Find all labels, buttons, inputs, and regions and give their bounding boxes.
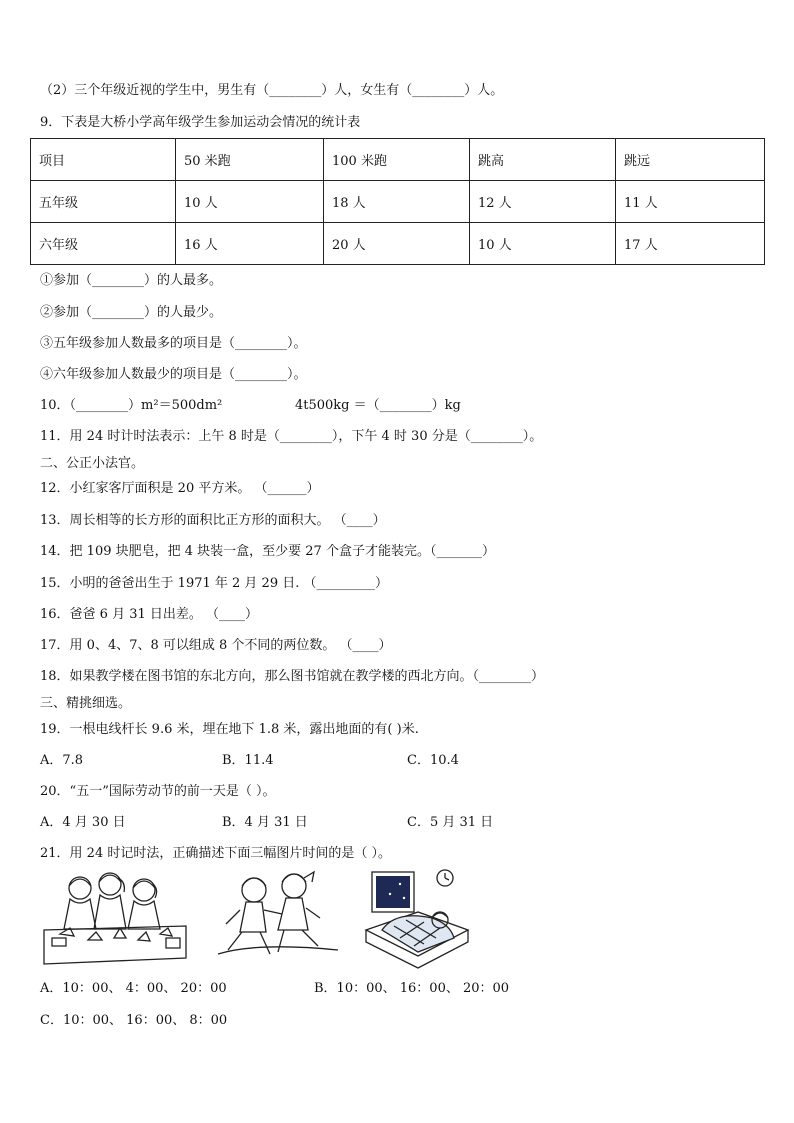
sports-stats-table — [30, 138, 765, 265]
question-8-part-2: （2）三个年级近视的学生中，男生有（________）人，女生有（________）人。 — [40, 83, 504, 98]
question-17: 17．用 0、4、7、8 可以组成 8 个不同的两位数。 （____） — [40, 638, 392, 653]
question-21: 21．用 24 时记时法，正确描述下面三幅图片时间的是（ ）。 — [40, 846, 391, 861]
question-9-3: ③五年级参加人数最多的项目是（________）。 — [40, 336, 307, 351]
table-row — [31, 223, 765, 265]
table-cell: 10 人 — [470, 223, 616, 265]
question-9-4: ④六年级参加人数最少的项目是（________）。 — [40, 367, 307, 382]
table-row — [31, 181, 765, 223]
table-cell: 17 人 — [616, 223, 765, 265]
q21-option-b[interactable]: B．10：00、 16：00、 20：00 — [314, 981, 510, 996]
table-header-cell: 项目 — [31, 139, 176, 181]
question-9-1: ①参加（________）的人最多。 — [40, 273, 223, 288]
table-header-cell: 100 米跑 — [324, 139, 470, 181]
question-13: 13．周长相等的长方形的面积比正方形的面积大。 （____） — [40, 513, 386, 528]
table-cell: 11 人 — [616, 181, 765, 223]
q20-option-b[interactable]: B．4 月 31 日 — [222, 815, 308, 830]
table-cell: 18 人 — [324, 181, 470, 223]
question-9-title: 9．下表是大桥小学高年级学生参加运动会情况的统计表 — [40, 115, 361, 130]
q21-option-c[interactable]: C．10：00、 16：00、 8：00 — [40, 1013, 228, 1028]
table-cell: 五年级 — [31, 181, 176, 223]
question-16: 16．爸爸 6 月 31 日出差。 （____） — [40, 607, 259, 622]
table-cell: 16 人 — [176, 223, 324, 265]
children-running-illustration-icon — [212, 868, 342, 970]
question-10-a: 10．（________）m²＝500dm² — [40, 398, 223, 413]
question-11: 11．用 24 时计时法表示：上午 8 时是（________），下午 4 时 30 分是（________）。 — [40, 429, 543, 444]
q19-option-b[interactable]: B．11.4 — [222, 753, 274, 768]
q19-option-a[interactable]: A．7.8 — [40, 753, 84, 768]
question-14: 14．把 109 块肥皂，把 4 块装一盒，至少要 27 个盒子才能装完。（_______） — [40, 544, 495, 559]
table-header-row — [31, 139, 765, 181]
question-18: 18．如果教学楼在图书馆的东北方向，那么图书馆就在教学楼的西北方向。（________） — [40, 669, 545, 684]
table-cell: 10 人 — [176, 181, 324, 223]
children-at-table-illustration-icon — [40, 868, 190, 970]
question-12: 12．小红家客厅面积是 20 平方米。 （______） — [40, 481, 320, 496]
table-cell: 20 人 — [324, 223, 470, 265]
question-21-pictures — [40, 868, 480, 972]
q21-option-a[interactable]: A．10：00、 4：00、 20：00 — [40, 981, 227, 996]
question-19: 19．一根电线杆长 9.6 米，埋在地下 1.8 米，露出地面的有( )米. — [40, 722, 419, 737]
wall-clock-icon — [435, 868, 455, 888]
q19-option-c[interactable]: C．10.4 — [407, 753, 459, 768]
question-15: 15．小明的爸爸出生于 1971 年 2 月 29 日. （_________） — [40, 576, 388, 591]
question-20: 20．“五一”国际劳动节的前一天是（ ）。 — [40, 784, 276, 799]
q20-option-a[interactable]: A．4 月 30 日 — [40, 815, 126, 830]
question-10-b: 4t500kg ＝（________）kg — [295, 398, 461, 413]
table-cell: 六年级 — [31, 223, 176, 265]
section-3-heading: 三、精挑细选。 — [40, 696, 132, 711]
question-9-2: ②参加（________）的人最少。 — [40, 305, 223, 320]
section-2-heading: 二、公正小法官。 — [40, 456, 145, 471]
table-header-cell: 跳远 — [616, 139, 765, 181]
table-cell: 12 人 — [470, 181, 616, 223]
q20-option-c[interactable]: C．5 月 31 日 — [407, 815, 494, 830]
table-header-cell: 跳高 — [470, 139, 616, 181]
child-sleeping-in-bed-illustration-icon — [360, 868, 480, 970]
table-header-cell: 50 米跑 — [176, 139, 324, 181]
